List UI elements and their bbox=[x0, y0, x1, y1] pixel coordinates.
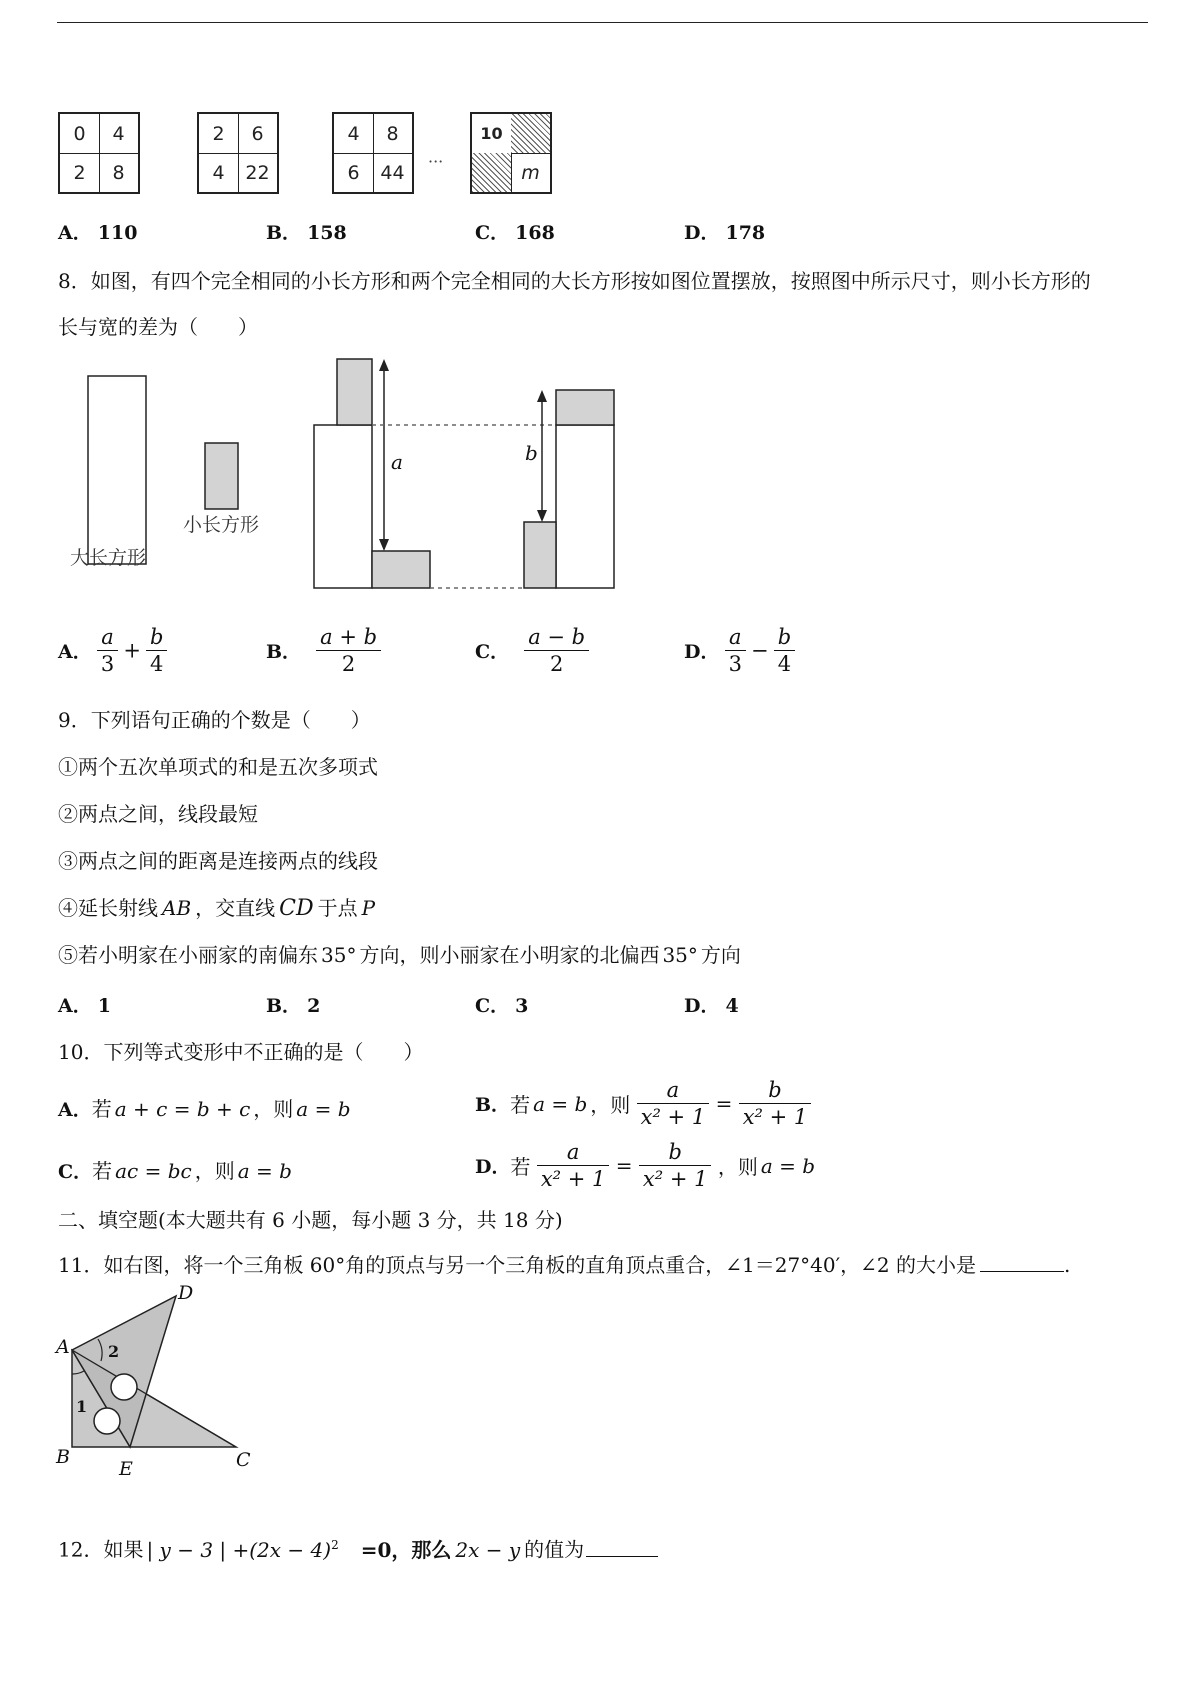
grid-cell: 8 bbox=[112, 161, 125, 184]
grid-cell: 22 bbox=[245, 161, 270, 184]
q7-option-d[interactable]: D． 178 bbox=[684, 222, 766, 244]
grid-cell: 6 bbox=[334, 153, 374, 192]
operator: + bbox=[123, 638, 141, 663]
option-label: D． bbox=[684, 641, 720, 663]
point-A: A bbox=[56, 1336, 70, 1358]
q11-stem: 11．如右图，将一个三角板 60°角的顶点与另一个三角板的直角顶点重合，∠1＝27°40′，∠2 的大小是 . bbox=[58, 1253, 1071, 1277]
grid-cell: 4 bbox=[199, 153, 239, 192]
grid-cell: 4 bbox=[99, 114, 138, 154]
grid-cell: 0 bbox=[60, 114, 100, 154]
fraction: $\frac{b}{\text{x² + 1}}$ bbox=[639, 1139, 712, 1192]
grid-cell: 2 bbox=[60, 153, 100, 192]
q7-option-c[interactable]: C． 168 bbox=[475, 222, 555, 244]
option-label: A． bbox=[58, 641, 92, 663]
hole bbox=[111, 1374, 137, 1400]
grid-cell-m: m bbox=[521, 161, 540, 184]
q10-option-a[interactable]: A．若 a + c = b + c ，则 a = b bbox=[58, 1097, 351, 1121]
grid-cell: 6 bbox=[238, 114, 277, 154]
q9-option-c[interactable]: C． 3 bbox=[475, 995, 529, 1017]
angle-1-label: 1 bbox=[76, 1397, 88, 1416]
q9-statement-2: ②两点之间，线段最短 bbox=[58, 802, 258, 826]
point-E: E bbox=[119, 1458, 133, 1480]
grid-cell: 10 bbox=[472, 114, 512, 154]
option-label: B． bbox=[266, 641, 302, 663]
q9-stem: 9．下列语句正确的个数是（ ） bbox=[58, 708, 371, 732]
q10-option-c[interactable]: C．若 ac = bc ，则 a = b bbox=[58, 1159, 292, 1183]
q9-statement-3: ③两点之间的距离是连接两点的线段 bbox=[58, 849, 378, 873]
answer-blank[interactable] bbox=[586, 1556, 658, 1557]
fraction: $\frac{a}{3}$ bbox=[725, 624, 746, 677]
q9-statement-4: ④延长射线 AB ，交直线 CD 于点 P bbox=[58, 896, 376, 921]
fraction: $\frac{b}{4}$ bbox=[774, 624, 795, 677]
q10-option-b[interactable]: B．若 a = b ，则 $\frac{a}{\text{x² + 1}}$ = $\frac{b}{\text{x² + 1}}$ bbox=[475, 1077, 811, 1130]
option-label: C． bbox=[475, 641, 510, 663]
point-D: D bbox=[178, 1282, 194, 1304]
q7-option-b[interactable]: B． 158 bbox=[266, 222, 347, 244]
q9-statement-1: ①两个五次单项式的和是五次多项式 bbox=[58, 755, 378, 779]
fraction: $\frac{a}{\text{x² + 1}}$ bbox=[637, 1077, 710, 1130]
point-B: B bbox=[56, 1446, 70, 1468]
fraction: $\frac{b}{\text{x² + 1}}$ bbox=[739, 1077, 812, 1130]
fraction: $\frac{a}{\text{x² + 1}}$ bbox=[537, 1139, 610, 1192]
point-C: C bbox=[236, 1449, 251, 1471]
q10-stem: 10．下列等式变形中不正确的是（ ） bbox=[58, 1040, 424, 1064]
fraction: $\frac{b}{4}$ bbox=[146, 624, 167, 677]
grid-cell: 4 bbox=[334, 114, 374, 154]
hole bbox=[94, 1408, 120, 1434]
q8-stem-line1: 8．如图，有四个完全相同的小长方形和两个完全相同的大长方形按如图位置摆放，按照图中所示尺寸，则小长方形的 bbox=[58, 269, 1091, 293]
q7-option-a[interactable]: A． 110 bbox=[58, 222, 138, 244]
grid-cell: 44 bbox=[380, 161, 405, 184]
q9-option-a[interactable]: A． 1 bbox=[58, 995, 111, 1017]
fraction: $\frac{a + b}{2}$ bbox=[316, 624, 381, 677]
operator: − bbox=[751, 638, 769, 663]
section-2-heading: 二、填空题(本大题共有 6 小题，每小题 3 分，共 18 分) bbox=[58, 1208, 563, 1232]
q8-stem-line2: 长与宽的差为（ ） bbox=[58, 315, 258, 339]
small-rect-label: 小长方形 bbox=[183, 514, 260, 536]
q9-statement-5: ⑤若小明家在小丽家的南偏东 35° 方向，则小丽家在小明家的北偏西 35° 方向 bbox=[58, 943, 741, 967]
fraction: $\frac{a - b}{2}$ bbox=[524, 624, 589, 677]
grid-cell: 2 bbox=[199, 114, 239, 154]
q12-stem: 12．如果 | y − 3 | $+(2x - 4)^2 =0$，那么 2x − y 的值为 bbox=[58, 1531, 658, 1564]
angle-2-label: 2 bbox=[108, 1342, 120, 1361]
big-rect-label: 大长方形 bbox=[70, 547, 147, 569]
grid-cell: 8 bbox=[373, 114, 412, 154]
q9-option-d[interactable]: D． 4 bbox=[684, 995, 739, 1017]
q9-option-b[interactable]: B． 2 bbox=[266, 995, 321, 1017]
fraction: $\frac{a}{3}$ bbox=[97, 624, 118, 677]
dim-a-label: a bbox=[391, 450, 403, 474]
dim-b-label: b bbox=[525, 441, 538, 465]
q7-ellipsis: ··· bbox=[428, 152, 444, 171]
q10-option-d[interactable]: D．若 $\frac{a}{\text{x² + 1}}$ = $\frac{b}{\text{x² + 1}}$ ，则 a = b bbox=[475, 1140, 816, 1191]
